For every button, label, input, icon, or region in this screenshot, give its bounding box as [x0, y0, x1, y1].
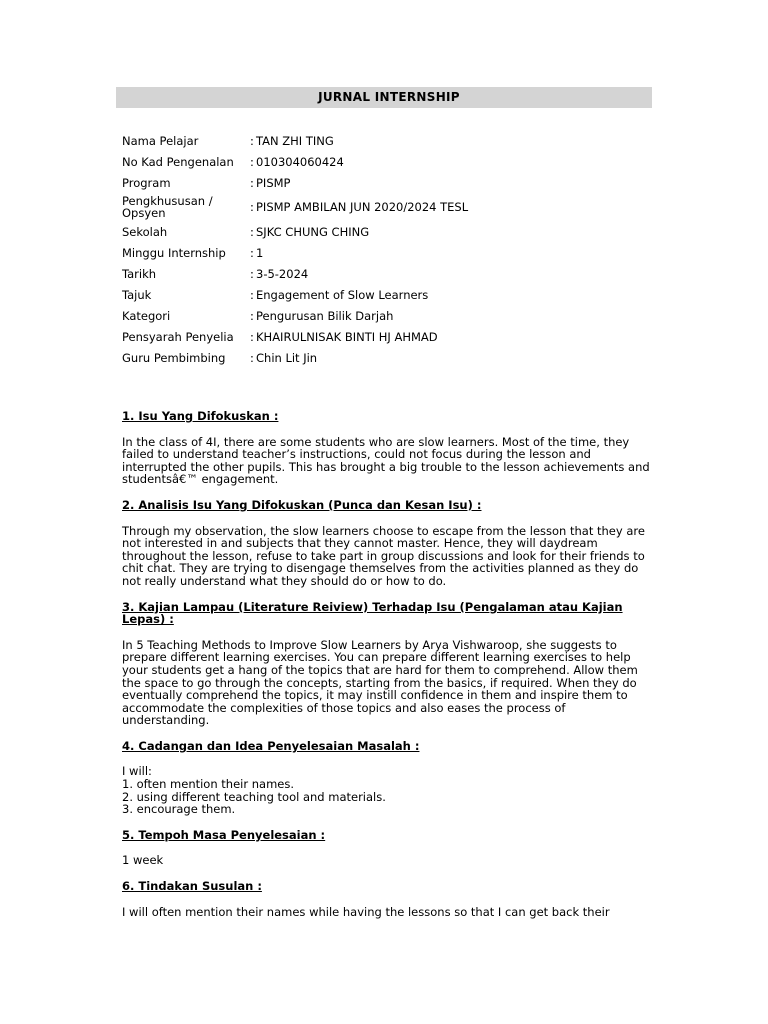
info-colon: :: [250, 350, 254, 365]
section-body: Through my observation, the slow learners choose to escape from the lesson that they are not interested in and subjects that they cannot master. Hence, they will daydream throughout the lesson, refuse to take part in group discussions and look for their friends to chit chat. They are trying to disengage themselves from the activities planned as they do not really understand what they should do or how to do.: [122, 523, 645, 588]
list-line: 3. encourage them.: [122, 802, 236, 817]
info-value: 3-5-2024: [256, 266, 309, 281]
info-row-minggu-internship: [122, 242, 652, 263]
info-label: Nama Pelajar: [122, 133, 199, 148]
info-value: SJKC CHUNG CHING: [256, 224, 370, 239]
section-analisis: [122, 499, 654, 588]
info-row-tarikh: [122, 263, 652, 284]
info-row-guru-pembimbing: [122, 347, 652, 368]
info-label: Tarikh: [122, 266, 157, 281]
info-colon: :: [250, 133, 254, 148]
section-body: 1 week: [122, 853, 164, 868]
section-heading: 4. Cadangan dan Idea Penyelesaian Masalah :: [122, 738, 420, 753]
info-row-pensyarah-penyelia: [122, 326, 652, 347]
info-value: 1: [256, 245, 264, 260]
info-value: Chin Lit Jin: [256, 350, 318, 365]
info-row-program: [122, 172, 652, 193]
info-colon: :: [250, 329, 254, 344]
section-body: In the class of 4I, there are some students who are slow learners. Most of the time, they failed to understand teacher’s instructions, could not focus during the lesson and interrupted the other pupils. This has brought a big trouble to the lesson achievements and studentsâ€™ engagement.: [122, 434, 650, 487]
info-row-nama-pelajar: [122, 130, 652, 151]
info-label: Pensyarah Penyelia: [122, 329, 234, 344]
info-colon: :: [250, 224, 254, 239]
section-body: In 5 Teaching Methods to Improve Slow Learners by Arya Vishwaroop, she suggests to prepare different learning exercises. You can prepare different learning exercises to help your students get a hang of the topics that are hard for them to comprehend. Allow them the space to go through the concepts, starting from the basics, if required. When they do eventually comprehend the topics, it may instill confidence in them and inspire them to accommodate the complexities of those topics and also eases the process of understanding.: [122, 637, 638, 728]
info-row-tajuk: [122, 284, 652, 305]
info-colon: :: [250, 308, 254, 323]
info-label: Sekolah: [122, 224, 168, 239]
section-kajian-lampau: [122, 601, 654, 727]
info-colon: :: [250, 245, 254, 260]
info-row-pengkhususan: [122, 193, 652, 221]
info-value: Pengurusan Bilik Darjah: [256, 308, 394, 323]
info-label: Tajuk: [122, 287, 152, 302]
info-value: TAN ZHI TING: [256, 133, 334, 148]
section-heading: 6. Tindakan Susulan :: [122, 879, 262, 894]
list-line: I will:: [122, 764, 152, 779]
section-body: I will often mention their names while having the lessons so that I can get back their: [122, 904, 610, 919]
info-colon: :: [250, 175, 254, 190]
page-title: JURNAL INTERNSHIP: [318, 90, 460, 104]
list-line: 2. using different teaching tool and materials.: [122, 789, 386, 804]
info-label: Minggu Internship: [122, 245, 226, 260]
info-colon: :: [250, 200, 254, 214]
info-colon: :: [250, 154, 254, 169]
info-label: No Kad Pengenalan: [122, 154, 234, 169]
list-line: 1. often mention their names.: [122, 777, 295, 792]
section-cadangan: [122, 740, 654, 816]
info-value: PISMP AMBILAN JUN 2020/2024 TESL: [256, 200, 469, 214]
section-isu: [122, 410, 654, 486]
info-row-sekolah: [122, 221, 652, 242]
section-heading: 2. Analisis Isu Yang Difokuskan (Punca dan Kesan Isu) :: [122, 497, 482, 512]
section-heading: 3. Kajian Lampau (Literature Reiview) Terhadap Isu (Pengalaman atau Kajian Lepas) :: [122, 599, 623, 627]
section-list: [122, 765, 654, 815]
info-value: PISMP: [256, 175, 291, 190]
info-colon: :: [250, 287, 254, 302]
info-row-no-kad-pengenalan: [122, 151, 652, 172]
info-label: Kategori: [122, 308, 171, 323]
info-value: Engagement of Slow Learners: [256, 287, 429, 302]
section-heading: 5. Tempoh Masa Penyelesaian :: [122, 827, 326, 842]
info-colon: :: [250, 266, 254, 281]
info-label: Guru Pembimbing: [122, 350, 226, 365]
section-heading: 1. Isu Yang Difokuskan :: [122, 409, 279, 423]
info-label: Pengkhususan / Opsyen: [122, 194, 213, 220]
journal-content: [122, 410, 654, 931]
student-info-table: [122, 130, 652, 368]
section-tempoh: [122, 829, 654, 867]
info-row-kategori: [122, 305, 652, 326]
info-label: Program: [122, 175, 171, 190]
section-tindakan: [122, 880, 654, 918]
title-bar: [116, 87, 652, 108]
info-value: KHAIRULNISAK BINTI HJ AHMAD: [256, 329, 438, 344]
info-value: 010304060424: [256, 154, 344, 169]
